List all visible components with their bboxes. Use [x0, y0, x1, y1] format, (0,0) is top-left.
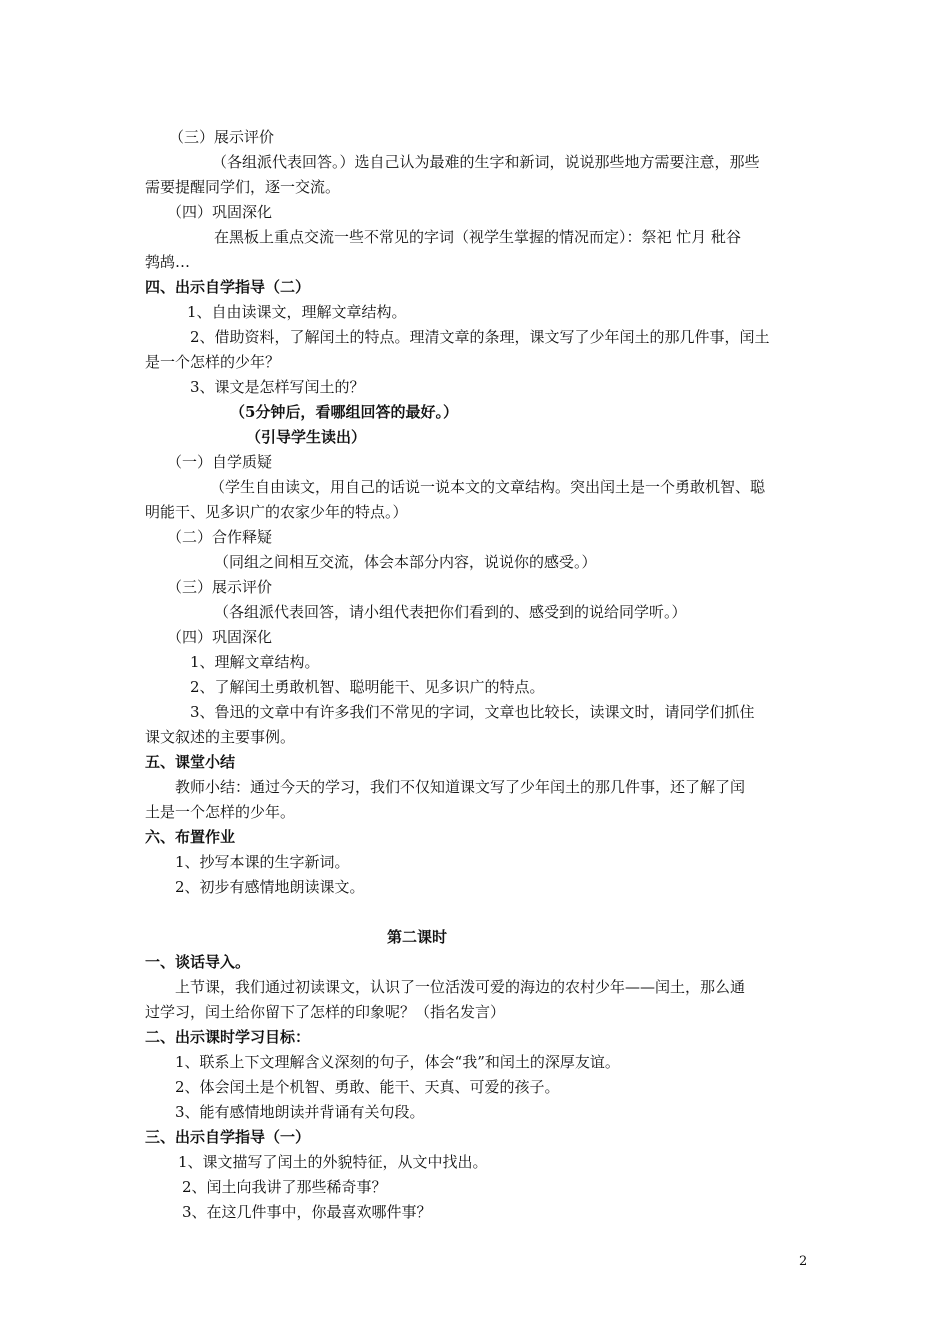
line-10: 是一个怎样的少年？: [145, 353, 281, 371]
line-3: 需要提醒同学们，逐一交流。: [145, 178, 341, 196]
section-heading-3: 三、出示自学指导（一）: [145, 1128, 311, 1146]
line-21: （四）巩固深化: [167, 628, 273, 646]
section-heading-4: 四、出示自学指导（二）: [145, 278, 311, 296]
line-30: 1、抄写本课的生字新词。: [175, 853, 350, 871]
section-heading-2: 二、出示课时学习目标：: [145, 1028, 311, 1046]
line-18: （同组之间相互交流，体会本部分内容，说说你的感受。）: [214, 553, 597, 571]
line-42: 2、闰土向我讲了那些稀奇事？: [182, 1178, 387, 1196]
line-22: 1、理解文章结构。: [190, 653, 320, 671]
line-19: （三）展示评价: [167, 578, 273, 596]
line-35: 过学习，闰土给你留下了怎样的印象呢？（指名发言）: [145, 1003, 506, 1021]
line-11: 3、课文是怎样写闰土的？: [190, 378, 365, 396]
line-43: 3、在这几件事中，你最喜欢哪件事？: [182, 1203, 432, 1221]
line-15: （学生自由读文，用自己的话说一说本文的文章结构。突出闰土是一个勇敢机智、聪: [210, 478, 766, 496]
line-41: 1、课文描写了闰土的外貌特征，从文中找出。: [178, 1153, 488, 1171]
line-4: （四）巩固深化: [167, 203, 273, 221]
line-6: 鹁鸪…: [145, 253, 191, 271]
line-2: （各组派代表回答。）选自己认为最难的生字和新词，说说那些地方需要注意，那些: [212, 153, 760, 171]
line-8: 1、自由读课文，理解文章结构。: [187, 303, 407, 321]
line-38: 2、体会闰土是个机智、勇敢、能干、天真、可爱的孩子。: [175, 1078, 560, 1096]
page-number: 2: [799, 1254, 808, 1269]
line-12: （5分钟后，看哪组回答的最好。）: [230, 403, 458, 421]
section-heading-6: 六、布置作业: [145, 828, 236, 846]
line-27: 教师小结：通过今天的学习，我们不仅知道课文写了少年闰土的那几件事，还了解了闰: [175, 778, 746, 796]
line-23: 2、了解闰土勇敢机智、聪明能干、见多识广的特点。: [190, 678, 545, 696]
line-31: 2、初步有感情地朗读课文。: [175, 878, 365, 896]
line-37: 1、联系上下文理解含义深刻的句子，体会“我”和闰土的深厚友谊。: [175, 1053, 620, 1071]
line-28: 土是一个怎样的少年。: [145, 803, 296, 821]
line-14: （一）自学质疑: [167, 453, 273, 471]
line-9: 2、借助资料，了解闰土的特点。理清文章的条理，课文写了少年闰土的那几件事，闰土: [190, 328, 770, 346]
line-24: 3、鲁迅的文章中有许多我们不常见的字词，文章也比较长，读课文时，请同学们抓住: [190, 703, 755, 721]
section-heading-1: 一、谈话导入。: [145, 953, 251, 971]
section-heading-5: 五、课堂小结: [145, 753, 236, 771]
line-13: （引导学生读出）: [246, 428, 367, 446]
line-5: 在黑板上重点交流一些不常见的字词（视学生掌握的情况而定）：祭祀 忙月 秕谷: [214, 228, 742, 246]
line-1: （三）展示评价: [169, 128, 275, 146]
line-34: 上节课，我们通过初读课文，认识了一位活泼可爱的海边的农村少年——闰土，那么通: [175, 978, 746, 996]
lesson-title: 第二课时: [387, 928, 448, 946]
line-16: 明能干、见多识广的农家少年的特点。）: [145, 503, 408, 521]
line-39: 3、能有感情地朗读并背诵有关句段。: [175, 1103, 425, 1121]
line-25: 课文叙述的主要事例。: [145, 728, 296, 746]
line-17: （二）合作释疑: [167, 528, 273, 546]
line-20: （各组派代表回答，请小组代表把你们看到的、感受到的说给同学听。）: [214, 603, 687, 621]
